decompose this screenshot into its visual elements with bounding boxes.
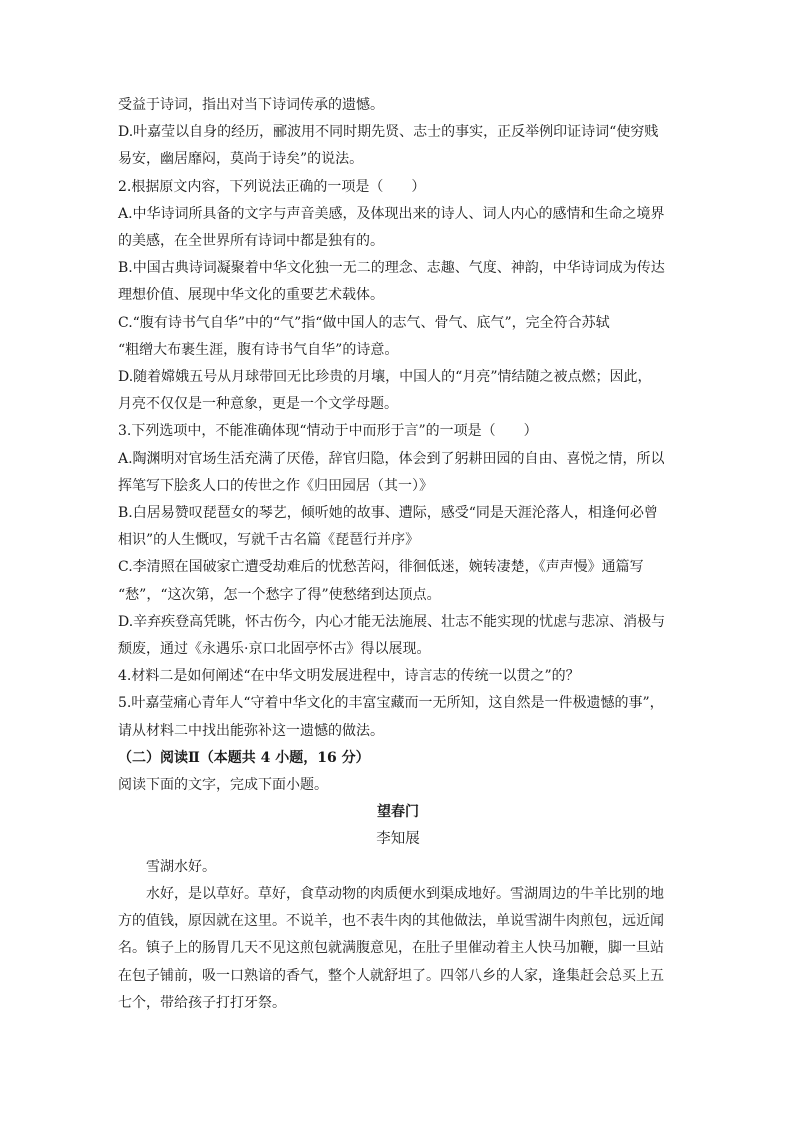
text-line: 受益于诗词，指出对当下诗词传承的遗憾。 xyxy=(118,97,384,113)
story-line: 方的值钱，原因就在这里。不说羊，也不表牛肉的其他做法，单说雪湖牛肉煎包，远近闻 xyxy=(118,913,664,930)
text-line: 相识”的人生慨叹，写就千古名篇《琵琶行并序》 xyxy=(118,532,420,549)
text-line: “粗缯大布裹生涯，腹有诗书气自华”的诗意。 xyxy=(118,341,399,358)
text-line: 易安，幽居靡闷，莫尚于诗矣”的说法。 xyxy=(118,151,364,168)
story-line: 七个，带给孩子打打牙祭。 xyxy=(118,994,286,1011)
question-4: 4.材料二是如何阐述“在中华文明发展进程中，诗言志的传统一以贯之”的？ xyxy=(118,668,580,685)
question-3: 3.下列选项中，不能准确体现“情动于中而形于言”的一项是（ ） xyxy=(118,423,538,440)
option-d: D.辛弃疾登高凭眺，怀古伤今，内心才能无法施展、壮志不能实现的忧虑与悲凉、消极与 xyxy=(118,613,666,630)
text-line: 颓废，通过《永遇乐·京口北固亭怀古》得以展现。 xyxy=(118,641,431,658)
story-line: 名。镇子上的肠胃几天不见这煎包就满腹意见，在肚子里催动着主人快马加鞭，脚一旦站 xyxy=(118,940,664,957)
option-b: B.白居易赞叹琵琶女的琴艺，倾听她的故事、遭际，感受“同是天涯沦落人，相逢何必曾 xyxy=(118,505,658,522)
question-5: 5.叶嘉莹痛心青年人“守着中华文化的丰富宝藏而一无所知，这自然是一件极遗憾的事”， xyxy=(118,695,664,712)
option-a: A.陶渊明对官场生活充满了厌倦，辞官归隐，体会到了躬耕田园的自由、喜悦之情，所以 xyxy=(118,450,665,467)
document-page xyxy=(118,92,678,1017)
story-paragraph: 雪湖水好。 xyxy=(146,858,216,875)
instruction-text: 阅读下面的文字，完成下面小题。 xyxy=(118,777,328,794)
option-a: A.中华诗词所具备的文字与声音美感，及体现出来的诗人、词人内心的感情和生命之境界 xyxy=(118,205,665,222)
text-line: 请从材料二中找出能弥补这一遗憾的做法。 xyxy=(118,722,384,739)
text-line: 理想价值、展现中华文化的重要艺术载体。 xyxy=(118,287,384,304)
text-line: 挥笔写下脍炙人口的传世之作《归田园居（其一）》 xyxy=(118,477,433,494)
option-c: C.李清照在国破家亡遭受劫难后的忧愁苦闷，徘徊低迷，婉转凄楚，《声声慢》通篇写 xyxy=(118,559,644,576)
text-line: D.叶嘉莹以自身的经历，郦波用不同时期先贤、志士的事实，正反举例印证诗词“使穷贱 xyxy=(118,124,659,141)
option-b: B.中国古典诗词凝聚着中华文化独一无二的理念、志趣、气度、神韵，中华诗词成为传达 xyxy=(118,260,665,277)
story-title: 望春门 xyxy=(377,804,419,821)
option-c: C.“腹有诗书气自华”中的“气”指“做中国人的志气、骨气、底气”，完全符合苏轼 xyxy=(118,314,610,331)
story-author: 李知展 xyxy=(376,831,420,848)
section-heading: （二）阅读Ⅱ（本题共 4 小题，16 分） xyxy=(118,749,370,766)
text-line: 的美感，在全世界所有诗词中都是独有的。 xyxy=(118,233,384,250)
question-2: 2.根据原文内容，下列说法正确的一项是（ ） xyxy=(118,178,426,195)
option-d: D.随着嫦娥五号从月球带回无比珍贵的月壤，中国人的“月亮”情结随之被点燃；因此， xyxy=(118,369,652,386)
story-line: 在包子铺前，吸一口熟谙的香气，整个人就舒坦了。四邻八乡的人家，逢集赶会总买上五 xyxy=(118,967,664,984)
story-paragraph: 水好，是以草好。草好，食草动物的肉质便水到渠成地好。雪湖周边的牛羊比别的地 xyxy=(146,885,664,902)
text-line: “愁”，“这次第，怎一个愁字了得”使愁绪到达顶点。 xyxy=(118,586,441,603)
text-line: 月亮不仅仅是一种意象，更是一个文学母题。 xyxy=(118,396,398,413)
